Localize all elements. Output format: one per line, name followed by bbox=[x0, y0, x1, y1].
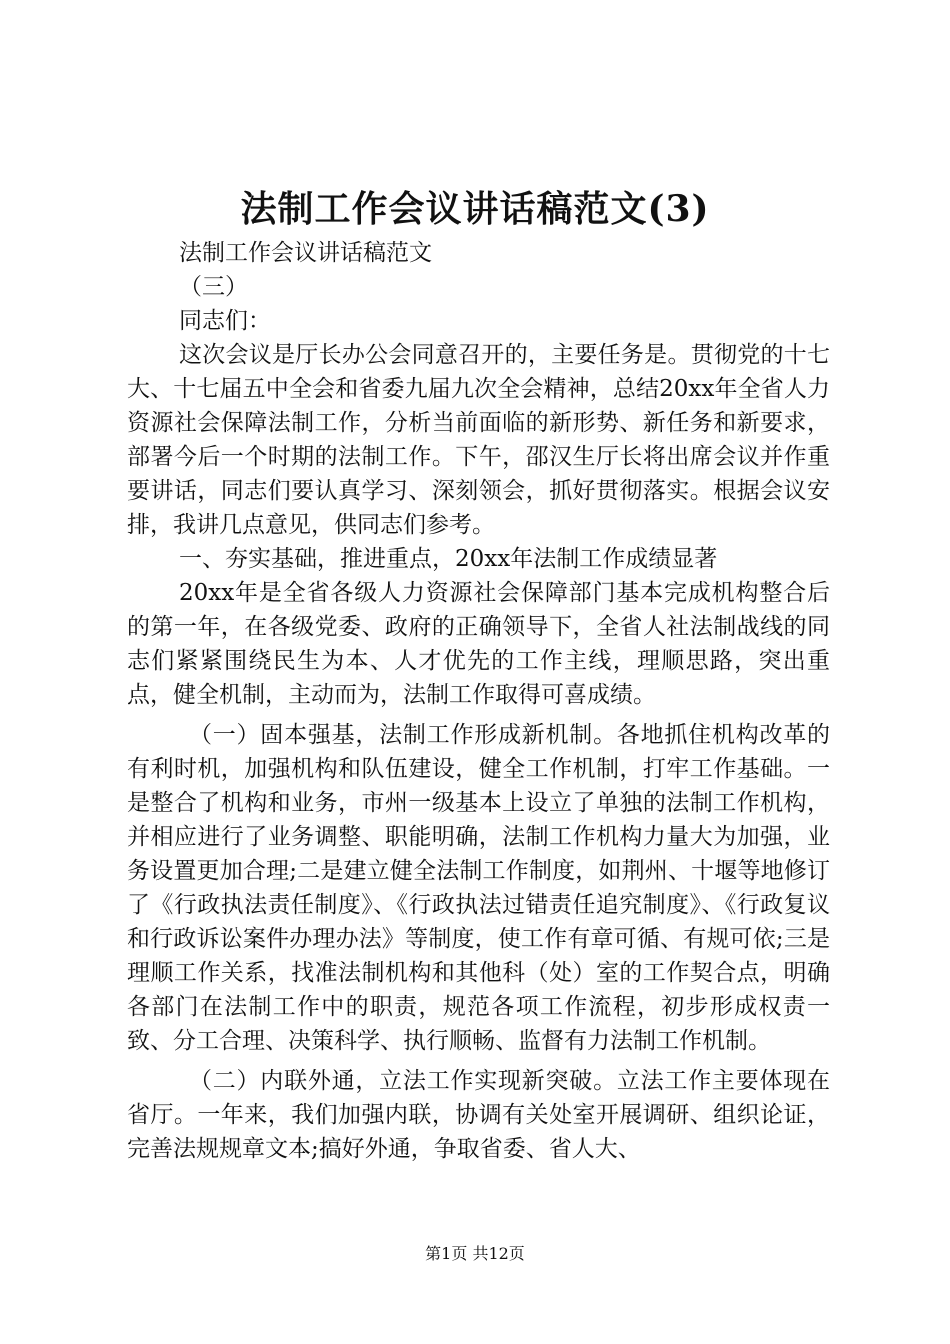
document-subtitle-number: （三） bbox=[179, 274, 248, 300]
paragraph-subsection-2: （二）内联外通，立法工作实现新突破。立法工作主要体现在省厅。一年来，我们加强内联，协调有关处室开展调研、组织论证，完善法规规章文本;搞好外通，争取省委、省人大、 bbox=[127, 1068, 830, 1162]
page-number: 第1页 共12页 bbox=[425, 1244, 525, 1263]
document-title: 法制工作会议讲话稿范文(3) bbox=[240, 188, 710, 230]
paragraph-intro: 这次会议是厅长办公会同意召开的，主要任务是。贯彻党的十七大、十七届五中全会和省委九届九次全会精神，总结20xx年全省人力资源社会保障法制工作，分析当前面临的新形势、新任务和新要求，部署今后一个时期的法制工作。下午，邵汉生厅长将出席会议并作重要讲话，同志们要认真学习、深刻领会，抓好贯彻落实。根据会议安排，我讲几点意见，供同志们参考。 bbox=[127, 342, 830, 538]
section-heading-1: 一、夯实基础，推进重点，20xx年法制工作成绩显著 bbox=[179, 546, 718, 572]
document-body bbox=[127, 236, 830, 1166]
salutation: 同志们： bbox=[179, 308, 271, 334]
document-subtitle: 法制工作会议讲话稿范文 bbox=[179, 240, 432, 266]
paragraph-section-1: 20xx年是全省各级人力资源社会保障部门基本完成机构整合后的第一年，在各级党委、政府的正确领导下，全省人社法制战线的同志们紧紧围绕民生为本、人才优先的工作主线，理顺思路，突出重点，健全机制，主动而为，法制工作取得可喜成绩。 bbox=[127, 580, 830, 708]
paragraph-subsection-1: （一）固本强基，法制工作形成新机制。各地抓住机构改革的有利时机，加强机构和队伍建设，健全工作机制，打牢工作基础。一是整合了机构和业务，市州一级基本上设立了单独的法制工作机构，并相应进行了业务调整、职能明确，法制工作机构力量大为加强，业务设置更加合理;二是建立健全法制工作制度，如荆州、十堰等地修订了《行政执法责任制度》、《行政执法过错责任追究制度》、《行政复议和行政诉讼案件办理办法》等制度，使工作有章可循、有规可依;三是理顺工作关系，找准法制机构和其他科（处）室的工作契合点，明确各部门在法制工作中的职责，规范各项工作流程，初步形成权责一致、分工合理、决策科学、执行顺畅、监督有力法制工作机制。 bbox=[127, 722, 830, 1054]
